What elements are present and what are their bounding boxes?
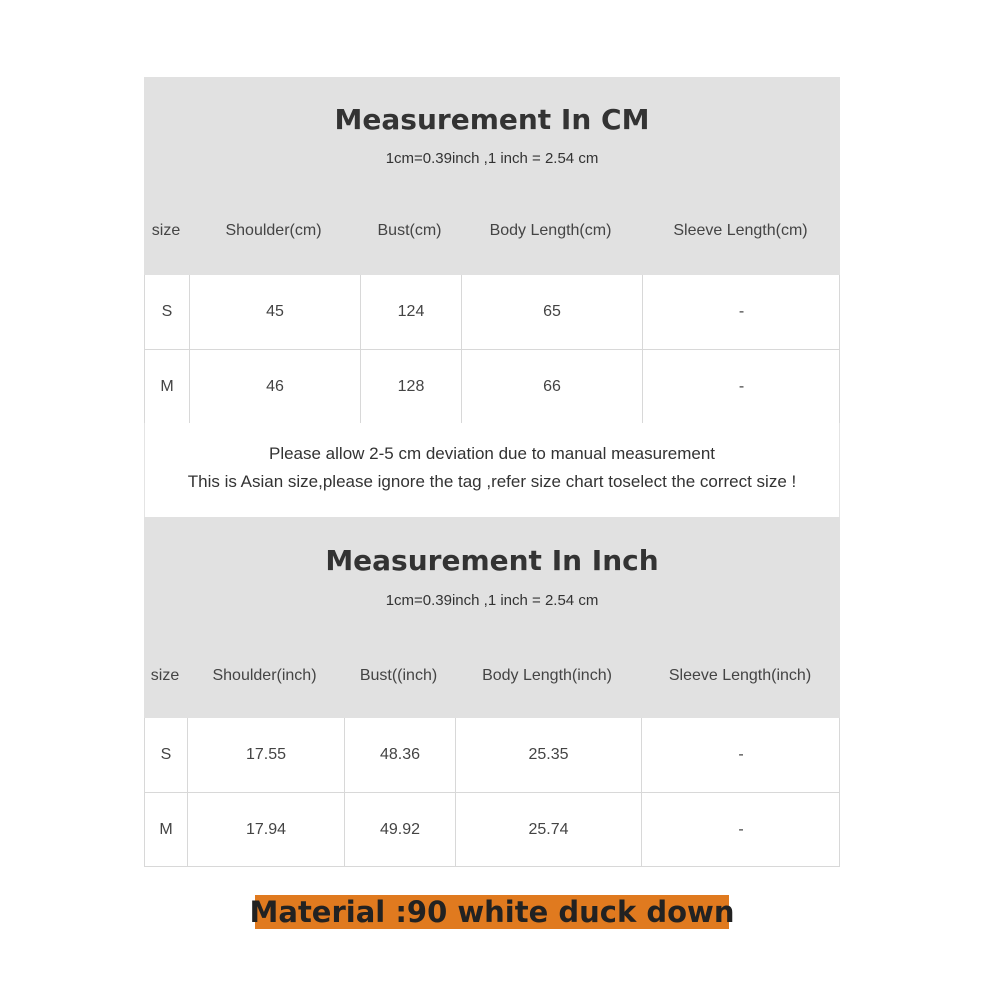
- body-length-cell: 25.74: [455, 793, 641, 866]
- inch-col-bust: Bust((inch): [359, 667, 438, 684]
- bust-cell: 49.92: [344, 793, 455, 866]
- material-banner: Material :90 white duck down: [249, 895, 735, 929]
- size-cell: S: [161, 303, 173, 320]
- cm-size-chart: [144, 77, 840, 424]
- sleeve-length-cell: -: [641, 793, 840, 866]
- size-cell: M: [160, 377, 174, 395]
- sleeve-length-cell: -: [642, 275, 840, 349]
- cm-chart-header: [144, 77, 840, 275]
- shoulder-cell: 45: [189, 275, 360, 349]
- table-row: [145, 275, 839, 349]
- cm-col-sleeve-length: Sleeve Length(cm): [673, 222, 808, 239]
- inch-chart-title: Measurement In Inch: [325, 544, 659, 577]
- table-row: [145, 349, 839, 423]
- cm-chart-subtitle: 1cm=0.39inch ,1 inch = 2.54 cm: [385, 150, 599, 167]
- inch-table-body: [144, 718, 840, 867]
- size-cell: M: [159, 820, 173, 838]
- cm-chart-title: Measurement In CM: [334, 103, 650, 136]
- cm-col-body-length: Body Length(cm): [489, 222, 612, 239]
- bust-cell: 124: [360, 275, 461, 349]
- table-row: [145, 792, 839, 866]
- measurement-notes: [144, 423, 840, 517]
- shoulder-cell: 17.94: [187, 793, 344, 866]
- inch-col-body-length: Body Length(inch): [482, 667, 612, 684]
- body-length-cell: 66: [461, 350, 642, 423]
- inch-size-chart: [144, 517, 840, 867]
- body-length-cell: 25.35: [455, 718, 641, 792]
- asian-size-note: This is Asian size,please ignore the tag ,refer size chart toselect the correct size !: [187, 472, 797, 491]
- sleeve-length-cell: -: [642, 350, 840, 423]
- inch-col-sleeve-length: Sleeve Length(inch): [668, 667, 812, 684]
- bust-cell: 128: [360, 350, 461, 423]
- body-length-cell: 65: [461, 275, 642, 349]
- inch-col-shoulder: Shoulder(inch): [212, 667, 317, 684]
- inch-col-size: size: [150, 667, 180, 684]
- shoulder-cell: 17.55: [187, 718, 344, 792]
- shoulder-cell: 46: [189, 350, 360, 423]
- inch-chart-subtitle: 1cm=0.39inch ,1 inch = 2.54 cm: [385, 592, 599, 609]
- cm-col-bust: Bust(cm): [377, 222, 442, 239]
- inch-chart-header: [144, 517, 840, 718]
- deviation-note: Please allow 2-5 cm deviation due to manual measurement: [268, 444, 716, 463]
- bust-cell: 48.36: [344, 718, 455, 792]
- cm-col-size: size: [151, 222, 181, 239]
- size-cell: S: [160, 746, 172, 763]
- cm-col-shoulder: Shoulder(cm): [225, 222, 322, 239]
- sleeve-length-cell: -: [641, 718, 840, 792]
- cm-table-body: [144, 275, 840, 424]
- table-row: [145, 718, 839, 792]
